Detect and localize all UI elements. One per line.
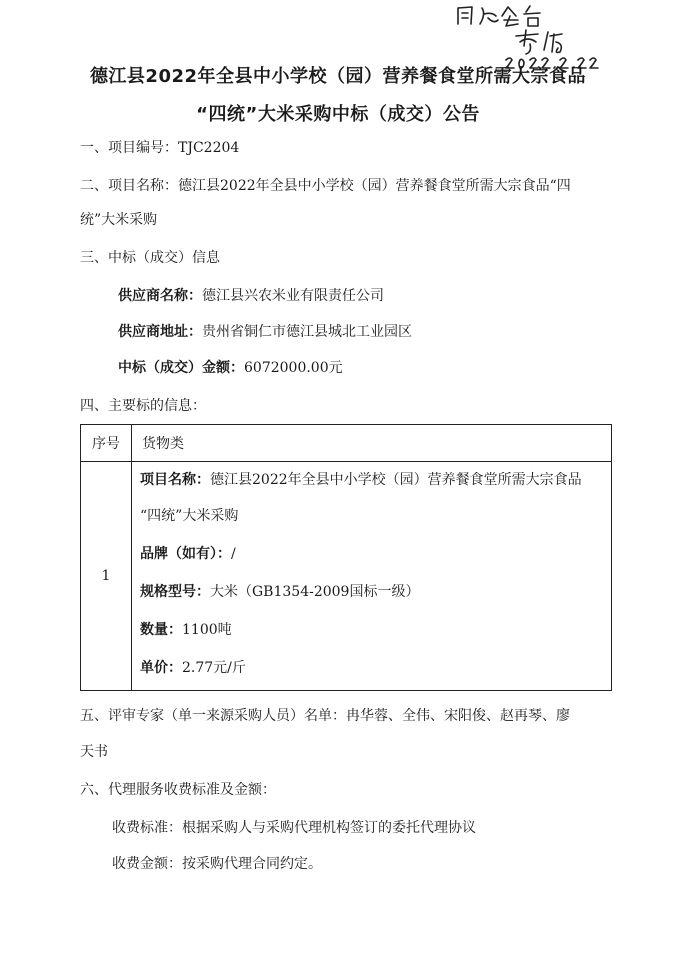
item-spec-label: 规格型号： <box>140 584 210 600</box>
fee-amount-label: 收费金额： <box>112 856 182 872</box>
supplier-address-row <box>118 322 412 342</box>
award-amount-value: 6072000.00元 <box>244 360 343 376</box>
main-items-heading: 四、主要标的信息： <box>80 398 206 414</box>
item-spec <box>140 582 419 602</box>
title-line-1: 德江县2022年全县中小学校（园）营养餐食堂所需大宗食品 <box>89 66 587 87</box>
project-name-label: 二、项目名称： <box>80 178 178 194</box>
fee-amount-value: 按采购代理合同约定。 <box>182 856 322 872</box>
item-price <box>140 658 246 678</box>
item-quantity <box>140 620 232 640</box>
table-header-row <box>81 425 612 462</box>
fee-amount-row <box>112 854 322 874</box>
item-quantity-value: 1100吨 <box>182 622 232 638</box>
fee-standard-row <box>112 818 476 838</box>
item-price-label: 单价： <box>140 660 182 676</box>
fee-heading: 六、代理服务收费标准及金额： <box>80 782 276 798</box>
item-quantity-label: 数量： <box>140 622 182 638</box>
item-brand <box>140 544 236 564</box>
supplier-address-label: 供应商地址： <box>118 324 202 340</box>
supplier-name-label: 供应商名称： <box>118 288 202 304</box>
row-index: 1 <box>81 462 132 691</box>
row-detail <box>132 462 611 690</box>
project-name <box>80 176 571 196</box>
header-goods: 货物类 <box>132 425 612 462</box>
fee-standard-value: 根据采购人与采购代理机构签订的委托代理协议 <box>182 820 476 836</box>
supplier-address-value: 贵州省铜仁市德江县城北工业园区 <box>202 324 412 340</box>
item-brand-label: 品牌（如有）： <box>140 546 231 562</box>
project-name-cont: 统”大米采购 <box>80 212 158 228</box>
header-index: 序号 <box>81 425 132 462</box>
award-amount-row <box>118 358 343 378</box>
experts-line-2: 天书 <box>80 744 108 760</box>
item-spec-value: 大米（GB1354-2009国标一级） <box>210 584 420 600</box>
item-price-value: 2.77元/斤 <box>182 660 246 676</box>
table-row <box>81 462 612 691</box>
experts-line-1: 五、评审专家（单一来源采购人员）名单：冉华蓉、全伟、宋阳俊、赵再琴、廖 <box>80 708 570 724</box>
award-amount-label: 中标（成交）金额： <box>118 360 244 376</box>
supplier-name-row <box>118 286 384 306</box>
items-table <box>80 424 612 691</box>
fee-standard-label: 收费标准： <box>112 820 182 836</box>
title-line-2: “四统”大米采购中标（成交）公告 <box>196 104 480 125</box>
project-number <box>80 138 239 158</box>
project-number-label: 一、项目编号： <box>80 140 178 156</box>
item-project <box>140 470 582 490</box>
item-project-cont: “四统”大米采购 <box>140 508 239 524</box>
item-brand-value: / <box>231 546 236 562</box>
project-name-value-1: 德江县2022年全县中小学校（园）营养餐食堂所需大宗食品“四 <box>178 178 571 194</box>
project-number-value: TJC2204 <box>178 140 240 156</box>
supplier-name-value: 德江县兴农米业有限责任公司 <box>202 288 384 304</box>
item-project-label: 项目名称： <box>140 472 210 488</box>
item-project-value: 德江县2022年全县中小学校（园）营养餐食堂所需大宗食品 <box>210 472 582 488</box>
award-heading: 三、中标（成交）信息 <box>80 250 220 266</box>
